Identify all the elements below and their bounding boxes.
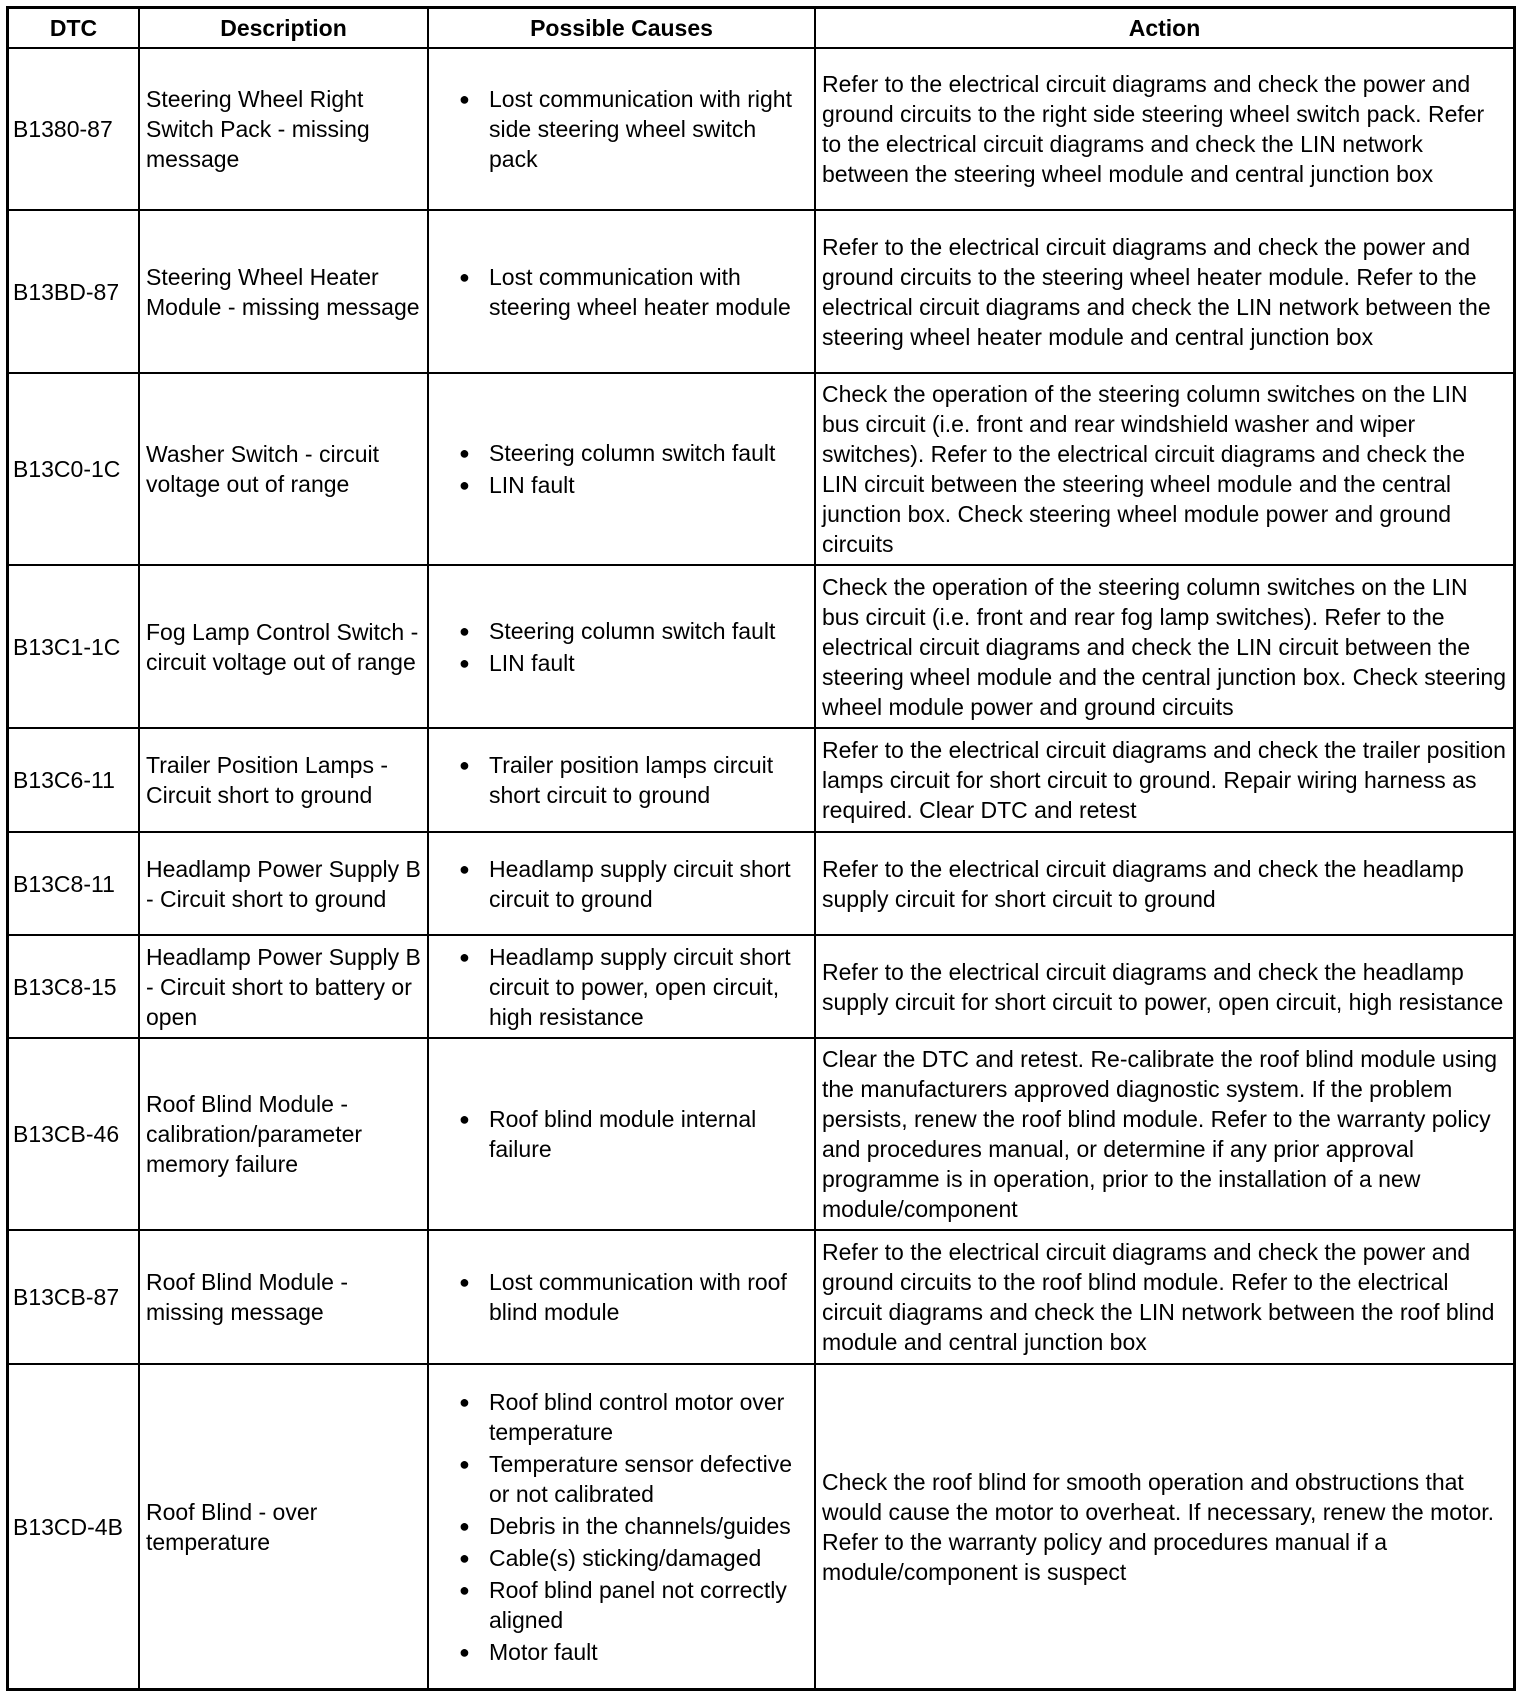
bullet-icon: ●	[459, 1641, 470, 1662]
possible-causes-cell	[428, 565, 815, 728]
possible-causes-cell	[428, 1038, 815, 1230]
bullet-icon: ●	[459, 1547, 470, 1568]
cause-text: Steering column switch fault	[489, 440, 776, 466]
bullet-icon: ●	[459, 1391, 470, 1412]
cause-text: LIN fault	[489, 649, 575, 676]
table-row	[8, 935, 1514, 1038]
cause-item	[459, 262, 808, 322]
action-cell: Check the operation of the steering column switches on the LIN bus circuit (i.e. front and rear windshield washer and wiper switches). Refer to the electrical circuit diagrams and check the LIN circuit between the steering wheel module and the central junction box. Check steering wheel module power and ground circuits	[815, 373, 1514, 565]
cause-item	[459, 1575, 808, 1635]
dtc-code: B13C8-15	[8, 935, 139, 1038]
causes-list	[435, 854, 808, 914]
bullet-icon: ●	[459, 1453, 470, 1474]
causes-list	[435, 84, 808, 174]
table-row	[8, 565, 1514, 728]
cause-item	[459, 1267, 808, 1327]
cause-item	[459, 438, 808, 468]
description-cell: Steering Wheel Heater Module - missing message	[139, 210, 428, 373]
bullet-icon: ●	[459, 1109, 470, 1129]
cause-text: Lost communication with right side steering wheel switch pack	[489, 86, 792, 172]
dtc-table	[7, 7, 1515, 1690]
cause-text: Headlamp supply circuit short circuit to ground	[489, 855, 791, 912]
action-cell: Clear the DTC and retest. Re-calibrate the roof blind module using the manufacturers approved diagnostic system. If the problem persists, renew the roof blind module. Refer to the warranty policy and procedures manual, or determine if any prior approval programme is in operation, prior to the installation of a new module/component	[815, 1038, 1514, 1230]
causes-list	[435, 1104, 808, 1164]
description-cell: Headlamp Power Supply B - Circuit short to battery or open	[139, 935, 428, 1038]
possible-causes-cell	[428, 48, 815, 210]
description-cell: Fog Lamp Control Switch - circuit voltage out of range	[139, 565, 428, 728]
possible-causes-cell	[428, 1364, 815, 1689]
cause-item	[459, 470, 808, 500]
possible-causes-cell	[428, 373, 815, 565]
table-row	[8, 1364, 1514, 1689]
dtc-code: B13CB-87	[8, 1230, 139, 1364]
description-cell: Trailer Position Lamps - Circuit short to ground	[139, 728, 428, 832]
possible-causes-cell	[428, 935, 815, 1038]
dtc-code: B1380-87	[8, 48, 139, 210]
bullet-icon: ●	[459, 946, 470, 967]
causes-list	[435, 1267, 808, 1327]
cause-item	[459, 1511, 808, 1541]
bullet-icon: ●	[459, 443, 470, 463]
causes-list	[435, 1387, 808, 1667]
bullet-icon: ●	[459, 652, 470, 673]
table-row	[8, 48, 1514, 210]
description-cell: Roof Blind - over temperature	[139, 1364, 428, 1689]
dtc-code: B13C0-1C	[8, 373, 139, 565]
header-action: Action	[815, 8, 1514, 48]
causes-list	[435, 616, 808, 678]
cause-text: Lost communication with steering wheel heater module	[489, 263, 791, 320]
cause-text: Temperature sensor defective or not calibrated	[489, 1450, 792, 1507]
cause-text: Steering column switch fault	[489, 617, 776, 644]
cause-text: Trailer position lamps circuit short circuit to ground	[489, 752, 774, 808]
action-cell: Refer to the electrical circuit diagrams and check the power and ground circuits to the right side steering wheel switch pack. Refer to the electrical circuit diagrams and check the LIN network between the steering wheel module and central junction box	[815, 48, 1514, 210]
cause-text: Roof blind control motor over temperature	[489, 1388, 785, 1445]
dtc-code: B13CB-46	[8, 1038, 139, 1230]
causes-list	[435, 942, 808, 1032]
cause-item	[459, 942, 808, 1032]
bullet-icon: ●	[459, 755, 470, 775]
causes-list	[435, 262, 808, 322]
cause-item	[459, 616, 808, 646]
table-row	[8, 832, 1514, 935]
header-row	[8, 8, 1514, 48]
bullet-icon: ●	[459, 1515, 470, 1536]
action-cell: Refer to the electrical circuit diagrams and check the headlamp supply circuit for short circuit to ground	[815, 832, 1514, 935]
header-dtc: DTC	[8, 8, 139, 48]
header-possible-causes: Possible Causes	[428, 8, 815, 48]
cause-text: LIN fault	[489, 472, 575, 498]
cause-item	[459, 1637, 808, 1667]
dtc-code: B13BD-87	[8, 210, 139, 373]
possible-causes-cell	[428, 728, 815, 832]
action-cell: Check the operation of the steering column switches on the LIN bus circuit (i.e. front and rear fog lamp switches). Refer to the electrical circuit diagrams and check the LIN circuit between the steering wheel module and the central junction box. Check steering wheel module power and ground circuits	[815, 565, 1514, 728]
cause-text: Motor fault	[489, 1638, 598, 1665]
cause-item	[459, 750, 808, 810]
cause-text: Roof blind module internal failure	[489, 1106, 757, 1162]
dtc-code: B13C6-11	[8, 728, 139, 832]
table-row	[8, 210, 1514, 373]
bullet-icon: ●	[459, 89, 470, 109]
cause-text: Debris in the channels/guides	[489, 1512, 791, 1539]
cause-text: Roof blind panel not correctly aligned	[489, 1576, 787, 1633]
table-row	[8, 373, 1514, 565]
cause-item	[459, 854, 808, 914]
bullet-icon: ●	[459, 620, 470, 641]
table-row	[8, 1230, 1514, 1364]
table-row	[8, 1038, 1514, 1230]
possible-causes-cell	[428, 832, 815, 935]
description-cell: Headlamp Power Supply B - Circuit short to ground	[139, 832, 428, 935]
bullet-icon: ●	[459, 858, 470, 879]
description-cell: Washer Switch - circuit voltage out of range	[139, 373, 428, 565]
description-cell: Steering Wheel Right Switch Pack - missing message	[139, 48, 428, 210]
table-row	[8, 728, 1514, 832]
action-cell: Refer to the electrical circuit diagrams and check the trailer position lamps circuit for short circuit to ground. Repair wiring harness as required. Clear DTC and retest	[815, 728, 1514, 832]
possible-causes-cell	[428, 1230, 815, 1364]
cause-item	[459, 84, 808, 174]
cause-text: Headlamp supply circuit short circuit to power, open circuit, high resistance	[489, 943, 791, 1030]
action-cell: Refer to the electrical circuit diagrams and check the headlamp supply circuit for short circuit to power, open circuit, high resistance	[815, 935, 1514, 1038]
action-cell: Check the roof blind for smooth operation and obstructions that would cause the motor to overheat. If necessary, renew the motor. Refer to the warranty policy and procedures manual if a module/component is suspect	[815, 1364, 1514, 1689]
dtc-code: B13C8-11	[8, 832, 139, 935]
action-cell: Refer to the electrical circuit diagrams and check the power and ground circuits to the steering wheel heater module. Refer to the electrical circuit diagrams and check the LIN network between the steering wheel heater module and central junction box	[815, 210, 1514, 373]
cause-item	[459, 1387, 808, 1447]
cause-text: Cable(s) sticking/damaged	[489, 1544, 762, 1571]
bullet-icon: ●	[459, 266, 470, 287]
cause-text: Lost communication with roof blind module	[489, 1269, 787, 1325]
cause-item	[459, 1449, 808, 1509]
description-cell: Roof Blind Module - missing message	[139, 1230, 428, 1364]
dtc-code: B13CD-4B	[8, 1364, 139, 1689]
header-description: Description	[139, 8, 428, 48]
bullet-icon: ●	[459, 1272, 470, 1292]
cause-item	[459, 1543, 808, 1573]
causes-list	[435, 750, 808, 810]
possible-causes-cell	[428, 210, 815, 373]
description-cell: Roof Blind Module - calibration/parameter memory failure	[139, 1038, 428, 1230]
dtc-code: B13C1-1C	[8, 565, 139, 728]
causes-list	[435, 438, 808, 500]
cause-item	[459, 1104, 808, 1164]
bullet-icon: ●	[459, 475, 470, 495]
bullet-icon: ●	[459, 1579, 470, 1600]
action-cell: Refer to the electrical circuit diagrams and check the power and ground circuits to the roof blind module. Refer to the electrical circuit diagrams and check the LIN network between the roof blind module and central junction box	[815, 1230, 1514, 1364]
cause-item	[459, 648, 808, 678]
